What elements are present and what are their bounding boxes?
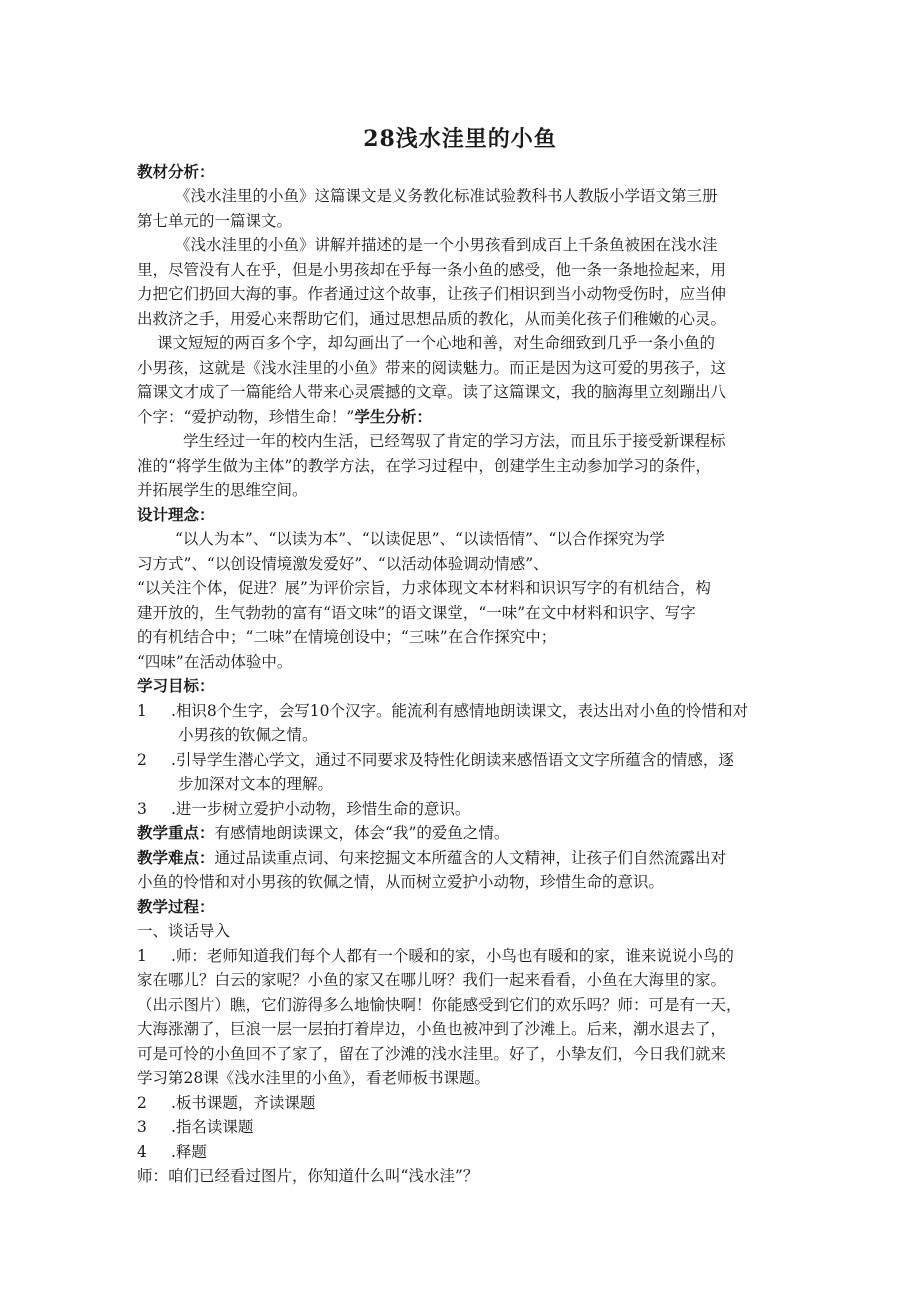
paragraph-line: 大海涨潮了，巨浪一层一层拍打着岸边，小鱼也被冲到了沙滩上。后来，潮水退去了， — [137, 1020, 727, 1038]
paragraph-line: 学习第28课《浅水洼里的小鱼》，看老师板书课题。 — [137, 1069, 490, 1087]
list-text: .引导学生潜心学文，通过不同要求及特性化朗读来感悟语文文字所蕴含的情感，逐 — [171, 751, 734, 769]
paragraph-line: 力把它们扔回大海的事。作者通过这个故事，让孩子们相识到当小动物受伤时，应当伸 — [137, 285, 727, 303]
list-item — [137, 699, 748, 723]
paragraph-text: 个字：“爱护动物，珍惜生命！” — [137, 408, 355, 426]
list-item — [137, 944, 734, 968]
paragraph-line: （出示图片）瞧，它们游得多么地愉快啊！你能感受到它们的欢乐吗？师：可是有一天， — [137, 996, 742, 1014]
section-heading: 学生分析： — [354, 407, 432, 426]
list-number: 1 — [137, 702, 147, 720]
section-heading: 学习目标： — [137, 676, 215, 695]
list-number: 1 — [137, 947, 147, 965]
paragraph-line: 第七单元的一篇课文。 — [137, 212, 293, 230]
paragraph-line: “以关注个体，促进？展”为评价宗旨，力求体现文本材料和识识写字的有机结合，构 — [137, 579, 711, 597]
paragraph-line: 小男孩，这就是《浅水洼里的小鱼》带来的阅读魅力。而正是因为这可爱的男孩子，这 — [137, 359, 727, 377]
list-item — [137, 748, 734, 772]
section-heading: 教学重点： — [137, 823, 215, 842]
paragraph-line — [137, 405, 432, 429]
list-item — [137, 1140, 207, 1164]
list-number: 2 — [137, 1094, 147, 1112]
paragraph-line: 《浅水洼里的小鱼》讲解并描述的是一个小男孩看到成百上千条鱼被困在浅水洼 — [175, 236, 718, 254]
section-heading: 教材分析： — [137, 162, 215, 181]
paragraph-line: 里，尽管没有人在乎，但是小男孩却在乎每一条小鱼的感受，他一条一条地捡起来，用 — [137, 261, 727, 279]
section-heading: 教学过程： — [137, 897, 215, 916]
paragraph-line: 学生经过一年的校内生活，已经驾驭了肯定的学习方法，而且乐于接受新课程标 — [183, 432, 726, 450]
paragraph-line: 篇课文才成了一篇能给人带来心灵震撼的文章。读了这篇课文，我的脑海里立刻蹦出八 — [137, 383, 727, 401]
list-number: 3 — [137, 1118, 147, 1136]
paragraph-line: 师：咱们已经看过图片，你知道什么叫“浅水洼”？ — [137, 1167, 479, 1185]
section-heading: 教学难点： — [137, 848, 215, 867]
paragraph-line: 家在哪儿？白云的家呢？小鱼的家又在哪儿呀？我们一起来看看，小鱼在大海里的家。 — [137, 971, 727, 989]
list-text: .相识8个生字，会写10个汉字。能流利有感情地朗读课文，表达出对小鱼的怜惜和对 — [171, 702, 749, 720]
list-item-continuation: 小男孩的钦佩之情。 — [178, 726, 318, 744]
list-item — [137, 1091, 315, 1115]
key-point-line — [137, 821, 509, 845]
section-heading: 设计理念： — [137, 505, 215, 524]
list-text: .进一步树立爱护小动物，珍惜生命的意识。 — [171, 800, 471, 818]
document-title: 28浅水洼里的小鱼 — [363, 126, 557, 152]
paragraph-line: 可是可怜的小鱼回不了家了，留在了沙滩的浅水洼里。好了，小挚友们，今日我们就来 — [137, 1045, 727, 1063]
paragraph-text: 有感情地朗读课文，体会“我”的爱鱼之情。 — [214, 824, 510, 842]
list-text: .师：老师知道我们每个人都有一个暖和的家，小鸟也有暖和的家，谁来说说小鸟的 — [171, 947, 734, 965]
difficulty-line — [137, 846, 726, 870]
paragraph-text: 通过品读重点词、句来挖掘文本所蕴含的人文精神，让孩子们自然流露出对 — [214, 849, 727, 867]
paragraph-line: 建开放的，生气勃勃的富有“语文味”的语文课堂，“一味”在文中材料和识字、写字 — [137, 604, 696, 622]
list-text: .板书课题，齐读课题 — [171, 1094, 316, 1112]
paragraph-line: “以人为本”、“以读为本”、“以读促思”、“以读悟情”、“以合作探究为学 — [175, 530, 665, 548]
list-number: 2 — [137, 751, 147, 769]
paragraph-line: “四味”在活动体验中。 — [137, 653, 293, 671]
paragraph-line: 《浅水洼里的小鱼》这篇课文是义务教化标准试验教科书人教版小学语文第三册 — [175, 187, 718, 205]
list-number: 4 — [137, 1143, 147, 1161]
paragraph-line: 的有机结合中；“二味”在情境创设中；“三味”在合作探究中； — [137, 628, 557, 646]
paragraph-line: 并拓展学生的思维空间。 — [137, 481, 308, 499]
paragraph-line: 习方式”、“以创设情境激发爱好”、“以活动体验调动情感”、 — [137, 555, 549, 573]
list-item — [137, 797, 470, 821]
paragraph-line: 出救济之手，用爱心来帮助它们，通过思想品质的教化，从而美化孩子们稚嫩的心灵。 — [137, 310, 727, 328]
paragraph-line: 小鱼的怜惜和对小男孩的钦佩之情，从而树立爱护小动物，珍惜生命的意识。 — [137, 873, 665, 891]
paragraph-line: 准的“将学生做为主体”的教学方法，在学习过程中，创建学生主动参加学习的条件， — [137, 457, 711, 475]
list-number: 3 — [137, 800, 147, 818]
list-text: .指名读课题 — [171, 1118, 254, 1136]
list-item — [137, 1115, 253, 1139]
subsection-heading: 一、谈话导入 — [137, 922, 231, 940]
list-text: .释题 — [171, 1143, 207, 1161]
list-item-continuation: 步加深对文本的理解。 — [178, 775, 334, 793]
paragraph-line: 课文短短的两百多个字，却勾画出了一个心地和善，对生命细致到几乎一条小鱼的 — [157, 334, 716, 352]
